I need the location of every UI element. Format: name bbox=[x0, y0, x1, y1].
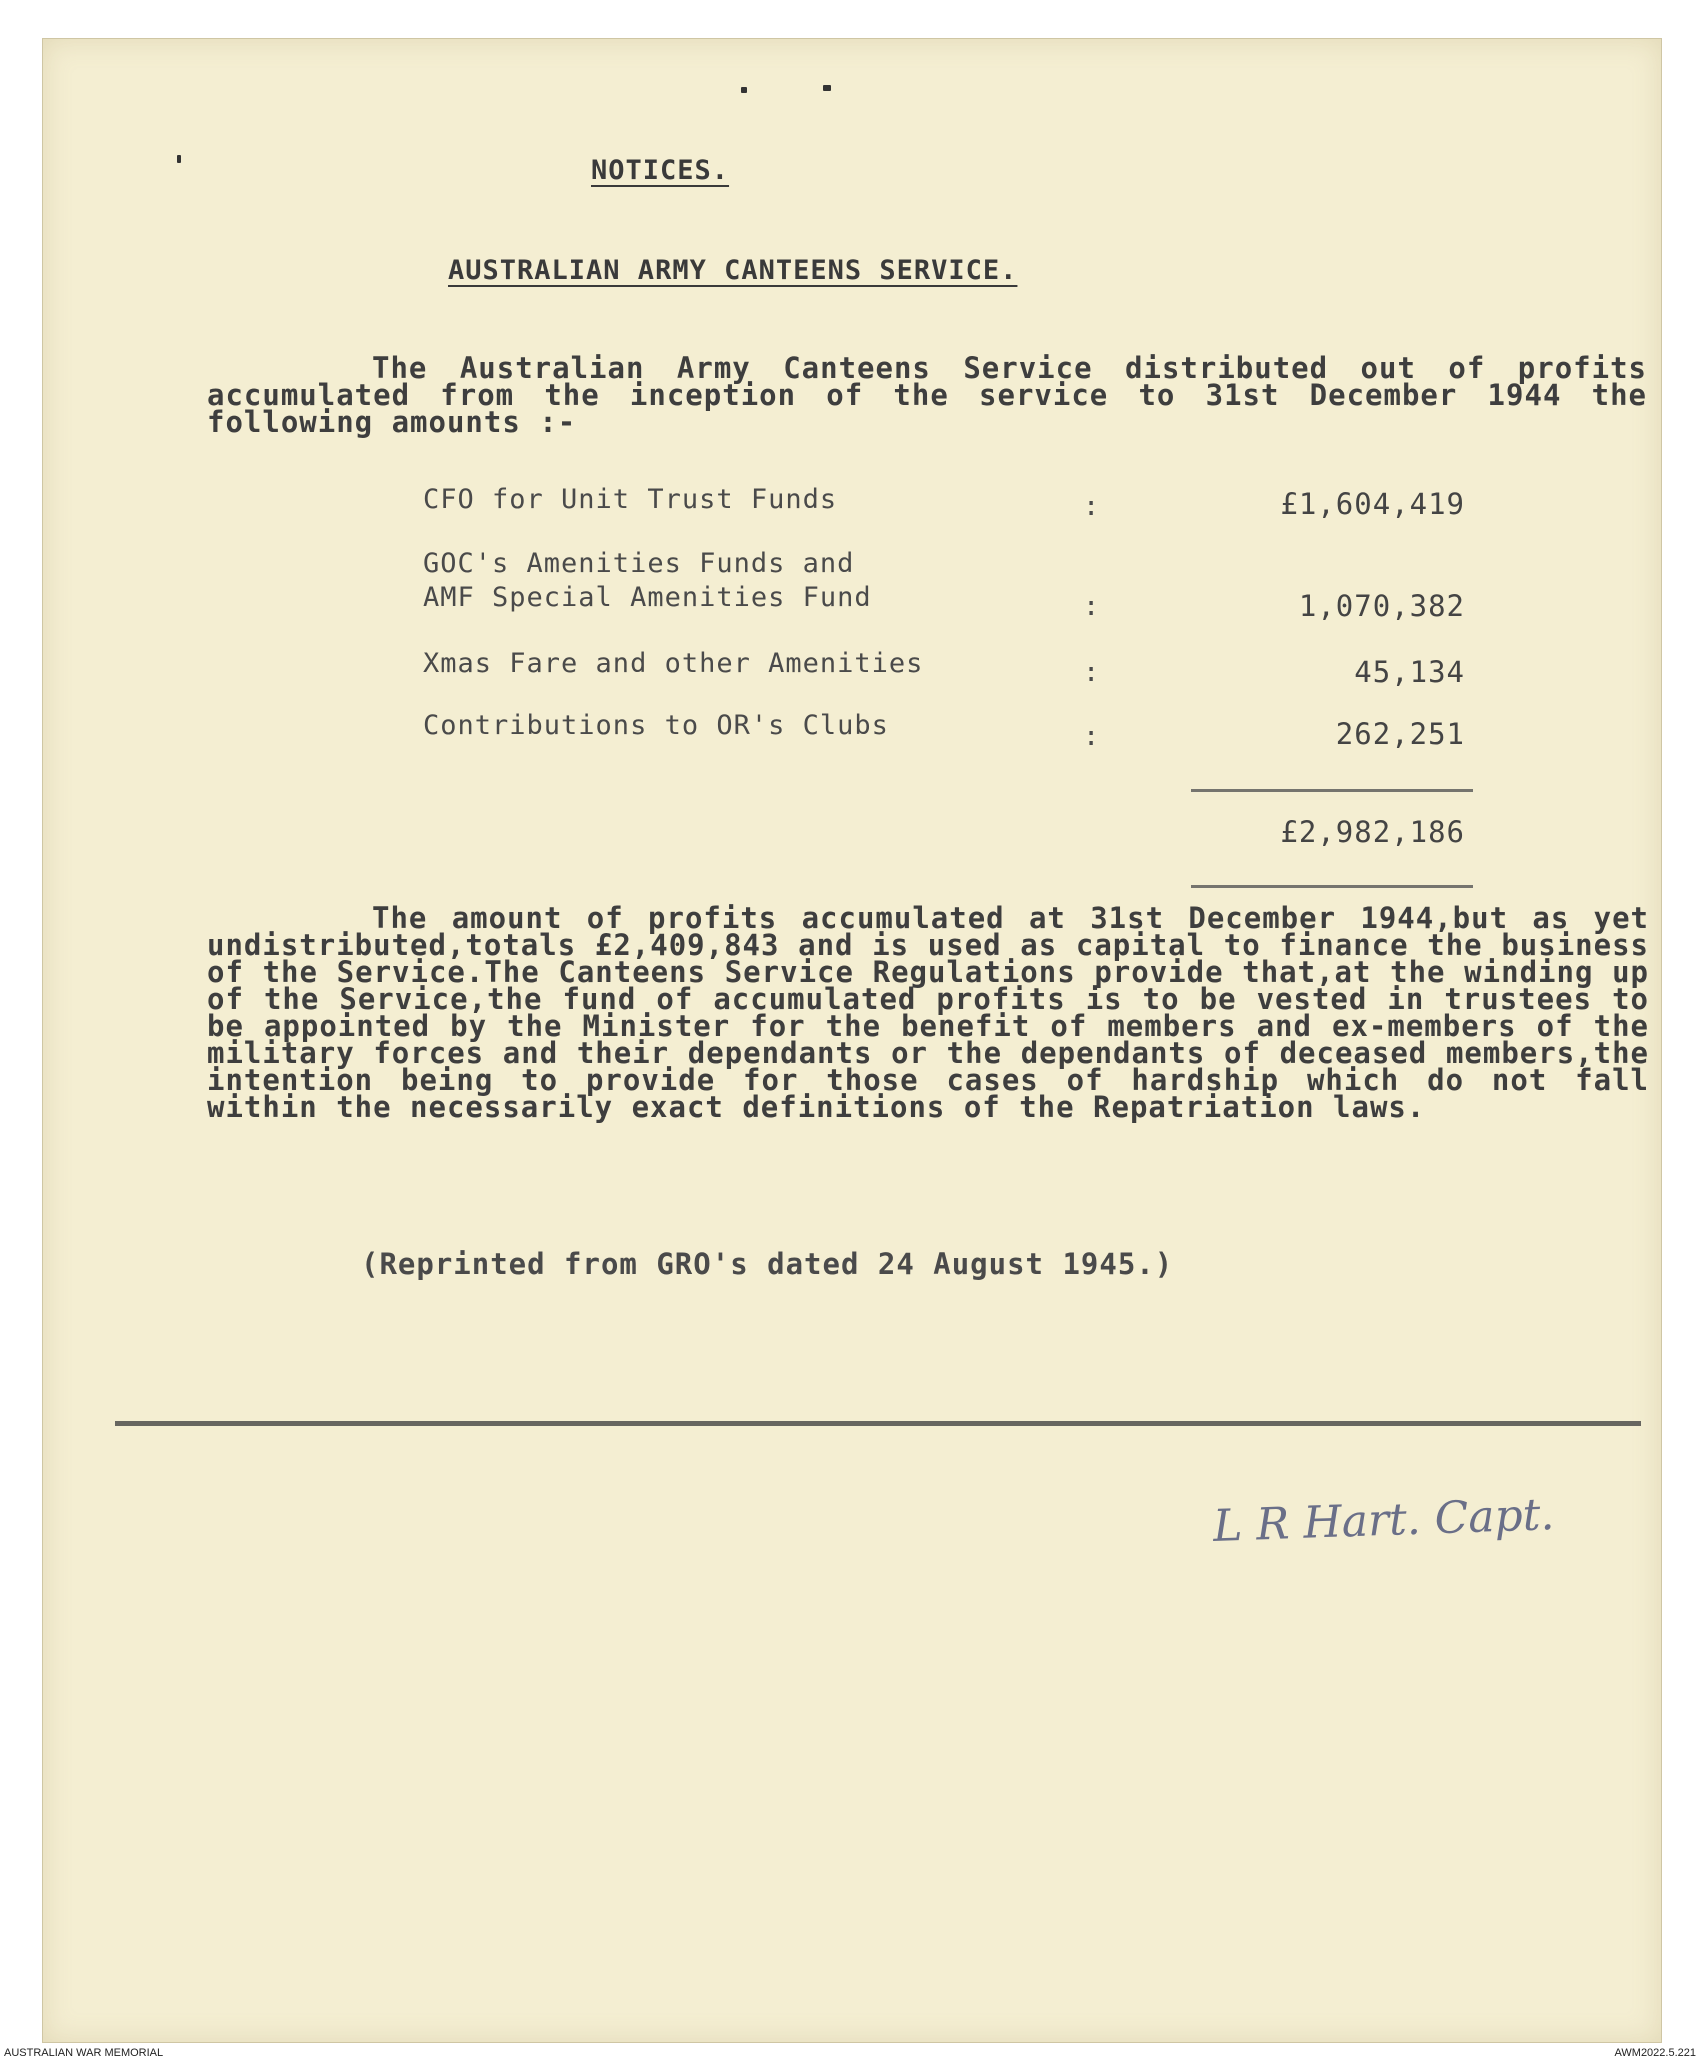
intro-paragraph-text: The Australian Army Canteens Service distributed out of profits accumulated from the inception of the service to 31st December 1944 the following amounts :- bbox=[207, 351, 1647, 439]
footer-institution: AUSTRALIAN WAR MEMORIAL bbox=[4, 2047, 164, 2059]
amount-label: Contributions to OR's Clubs bbox=[423, 710, 889, 741]
amount-label: Xmas Fare and other Amenities bbox=[423, 648, 924, 679]
sum-rule bbox=[1191, 789, 1473, 792]
amount-value: £1,604,419 bbox=[1280, 487, 1465, 521]
body-paragraph bbox=[207, 901, 1649, 1124]
paper-mark bbox=[741, 87, 747, 93]
reprint-note: (Reprinted from GRO's dated 24 August 1945.) bbox=[361, 1247, 1174, 1281]
total-value: £2,982,186 bbox=[1280, 815, 1465, 849]
paper-mark bbox=[823, 85, 831, 91]
amount-separator: : bbox=[1083, 591, 1101, 622]
amount-label: GOC's Amenities Funds and AMF Special Amenities Fund bbox=[423, 548, 872, 613]
amount-label: CFO for Unit Trust Funds bbox=[423, 484, 838, 515]
handwritten-signature: L R Hart. Capt. bbox=[1212, 1489, 1556, 1552]
amount-value: 262,251 bbox=[1335, 717, 1465, 751]
footer-accession-number: AWM2022.5.221 bbox=[1614, 2047, 1696, 2059]
divider-line bbox=[115, 1421, 1641, 1426]
amount-value: 45,134 bbox=[1354, 655, 1465, 689]
notices-title: NOTICES. bbox=[591, 155, 730, 186]
paper-mark bbox=[177, 155, 181, 163]
intro-paragraph bbox=[207, 351, 1647, 439]
amount-separator: : bbox=[1083, 721, 1101, 752]
total-rule bbox=[1191, 885, 1473, 888]
body-paragraph-text: The amount of profits accumulated at 31st December 1944,but as yet undistributed,totals £2,409,843 and is used as capital to finance the business of the Service.The Canteens Service Regulations provide that,at the winding up of the Service,the fund of accumulated profits is to be vested in trustees to be appointed by the Minister for the benefit of members and ex-members of the military forces and their dependants or the dependants of deceased members,the intention being to provide for those cases of hardship which do not fall within the necessarily exact definitions of the Repatriation laws. bbox=[207, 901, 1649, 1124]
amount-value: 1,070,382 bbox=[1298, 589, 1465, 623]
document-page bbox=[42, 38, 1662, 2043]
amount-separator: : bbox=[1083, 657, 1101, 688]
service-title: AUSTRALIAN ARMY CANTEENS SERVICE. bbox=[448, 255, 1018, 286]
amount-separator: : bbox=[1083, 491, 1101, 522]
